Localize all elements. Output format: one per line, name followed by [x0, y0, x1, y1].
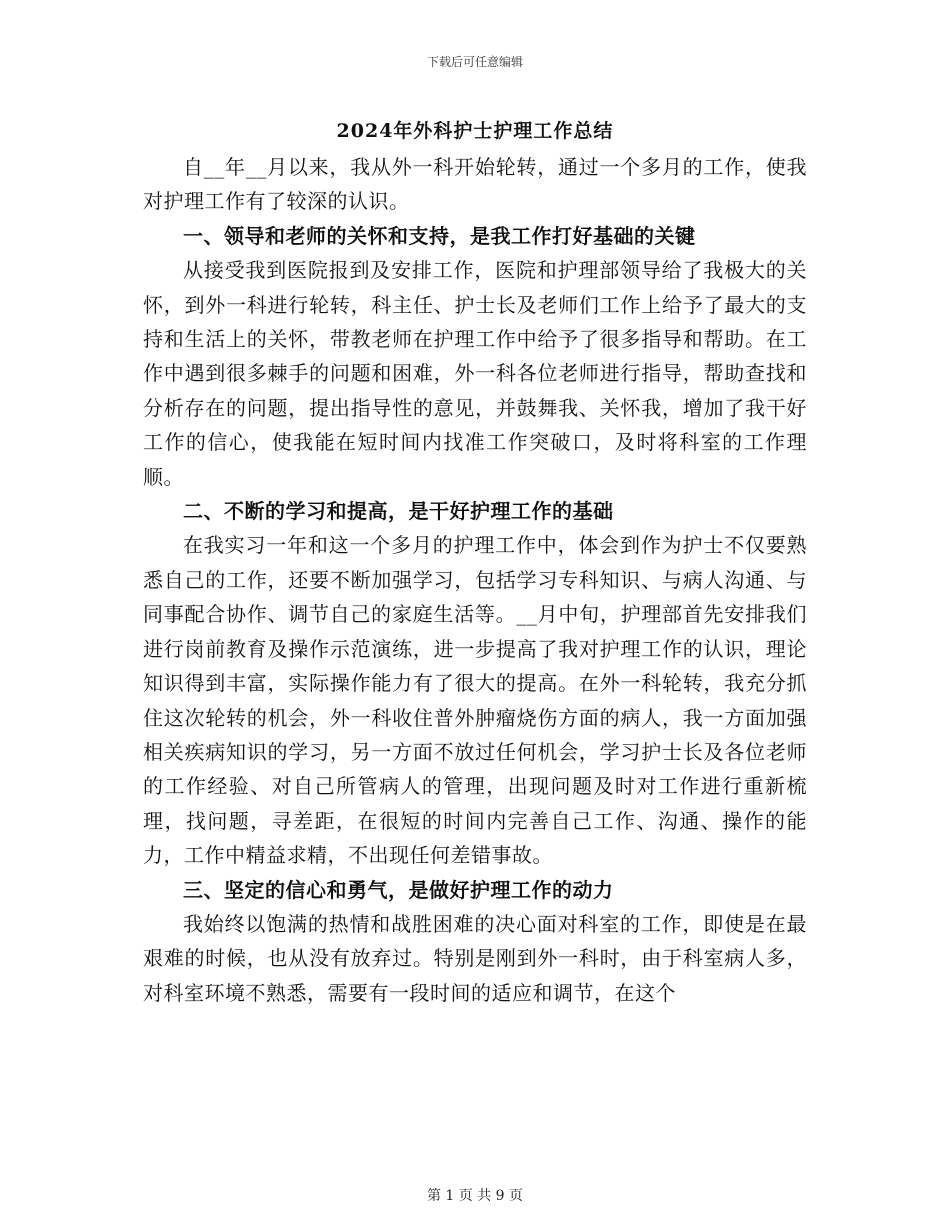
page-number-footer: 第 1 页 共 9 页 [426, 1188, 524, 1204]
section-2-paragraph: 在我实习一年和这一个多月的护理工作中，体会到作为护士不仅要熟悉自己的工作，还要不断加强学习，包括学习专科知识、与病人沟通、与同事配合协作、调节自己的家庭生活等。__月中旬，护理部首先安排我们进行岗前教育及操作示范演练，进一步提高了我对护理工作的认识，理论知识得到丰富，实际操作能力有了很大的提高。在外一科轮转，我充分抓住这次轮转的机会，外一科收住普外肿瘤烧伤方面的病人，我一方面加强相关疾病知识的学习，另一方面不放过任何机会，学习护士长及各位老师的工作经验、对自己所管病人的管理，出现问题及时对工作进行重新梳理，找问题，寻差距，在很短的时间内完善自己工作、沟通、操作的能力，工作中精益求精，不出现任何差错事故。 [143, 533, 807, 868]
section-heading-3: 三、坚定的信心和勇气，是做好护理工作的动力 [183, 877, 614, 902]
section-heading-1: 一、领导和老师的关怀和支持，是我工作打好基础的关键 [183, 223, 696, 248]
section-3-paragraph: 我始终以饱满的热情和战胜困难的决心面对科室的工作，即使是在最艰难的时候，也从没有放弃过。特别是刚到外一科时，由于科室病人多，对科室环境不熟悉，需要有一段时间的适应和调节，在这个 [143, 911, 807, 1005]
section-1-paragraph: 从接受我到医院报到及安排工作，医院和护理部领导给了我极大的关怀，到外一科进行轮转，科主任、护士长及老师们工作上给予了最大的支持和生活上的关怀，带教老师在护理工作中给予了很多指导和帮助。在工作中遇到很多棘手的问题和困难，外一科各位老师进行指导，帮助查找和分析存在的问题，提出指导性的意见，并鼓舞我、关怀我，增加了我干好工作的信心，使我能在短时间内找准工作突破口，及时将科室的工作理顺。 [143, 258, 807, 489]
intro-paragraph: 自__年__月以来，我从外一科开始轮转，通过一个多月的工作，使我对护理工作有了较深的认识。 [143, 155, 807, 214]
page-header-note: 下载后可任意编辑 [426, 55, 523, 69]
document-body [143, 150, 807, 1010]
document-title: 2024年外科护士护理工作总结 [336, 120, 614, 142]
section-heading-2: 二、不断的学习和提高，是干好护理工作的基础 [183, 499, 614, 524]
